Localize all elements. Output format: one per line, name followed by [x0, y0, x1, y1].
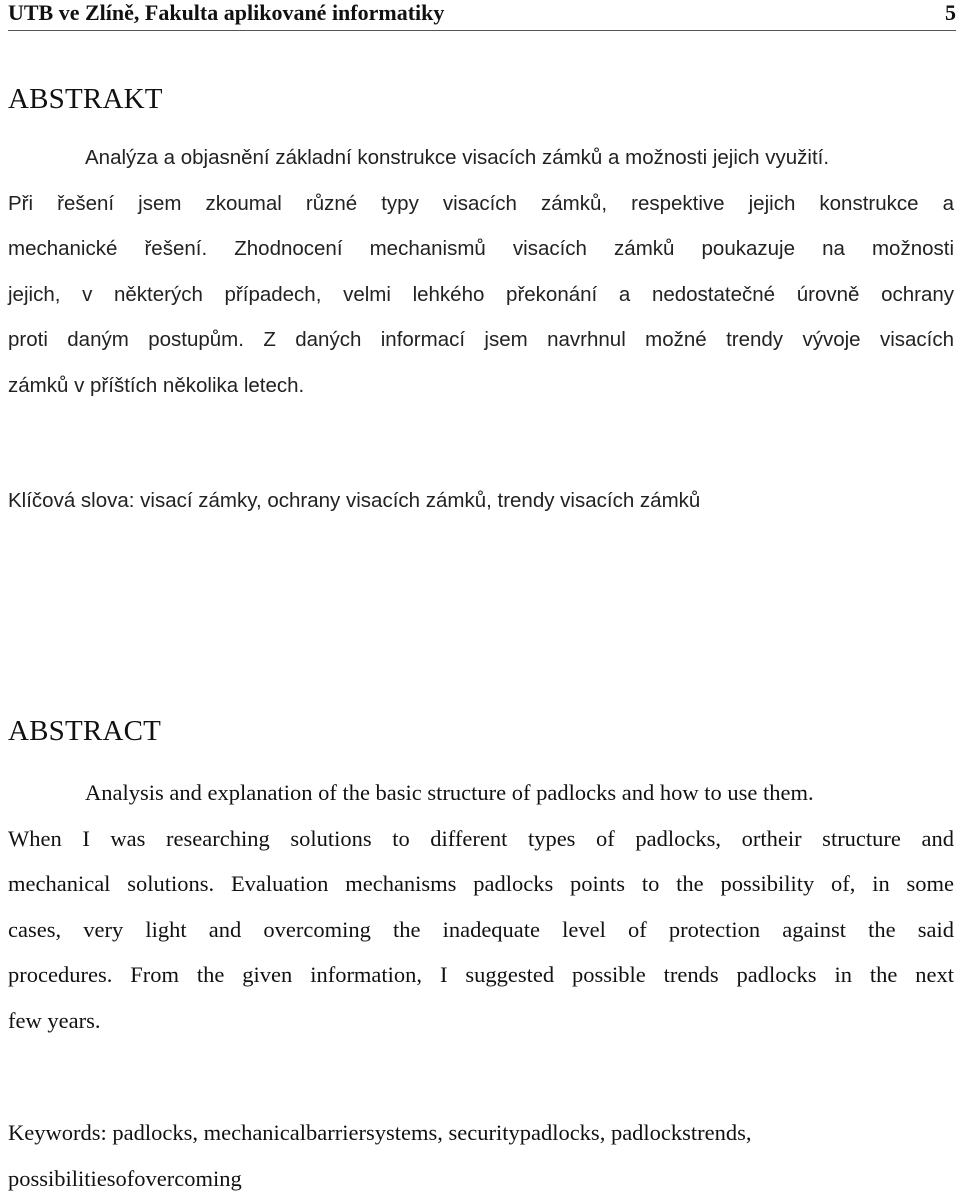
header-page-number: 5: [945, 0, 956, 26]
abstrakt-keywords: [8, 478, 954, 524]
abstract-paragraph: [8, 770, 954, 1043]
abstrakt-keywords-line: Klíčová slova: visací zámky, ochrany visacích zámků, trendy visacích zámků: [8, 478, 954, 524]
abstrakt-line: jejich, v některých případech, velmi lehkého překonání a nedostatečné úrovně ochrany: [8, 272, 954, 318]
abstrakt-heading: ABSTRAKT: [8, 82, 163, 116]
header-institution: UTB ve Zlíně, Fakulta aplikované informatiky: [8, 0, 444, 26]
abstrakt-line: mechanické řešení. Zhodnocení mechanismů visacích zámků poukazuje na možnosti: [8, 226, 954, 272]
abstract-keywords-line: possibilitiesofovercoming: [8, 1156, 954, 1201]
abstract-line: cases, very light and overcoming the inadequate level of protection against the said: [8, 907, 954, 953]
abstrakt-line: zámků v příštích několika letech.: [8, 363, 954, 409]
abstract-heading: ABSTRACT: [8, 714, 161, 748]
abstract-line: procedures. From the given information, I suggested possible trends padlocks in the next: [8, 952, 954, 998]
abstrakt-line: Analýza a objasnění základní konstrukce visacích zámků a možnosti jejich využití.: [8, 135, 954, 181]
abstrakt-line: proti daným postupům. Z daných informací jsem navrhnul možné trendy vývoje visacích: [8, 317, 954, 363]
abstract-line: Analysis and explanation of the basic structure of padlocks and how to use them.: [8, 770, 954, 816]
header-rule: [8, 30, 956, 31]
abstract-keywords-line: Keywords: padlocks, mechanicalbarriersystems, securitypadlocks, padlockstrends,: [8, 1110, 954, 1156]
abstract-keywords: [8, 1110, 954, 1201]
abstract-line: mechanical solutions. Evaluation mechanisms padlocks points to the possibility of, in some: [8, 861, 954, 907]
abstract-line: few years.: [8, 998, 954, 1044]
abstrakt-paragraph: [8, 135, 954, 408]
abstract-line: When I was researching solutions to different types of padlocks, ortheir structure and: [8, 816, 954, 862]
running-header: [8, 0, 956, 26]
abstrakt-line: Při řešení jsem zkoumal různé typy visacích zámků, respektive jejich konstrukce a: [8, 181, 954, 227]
